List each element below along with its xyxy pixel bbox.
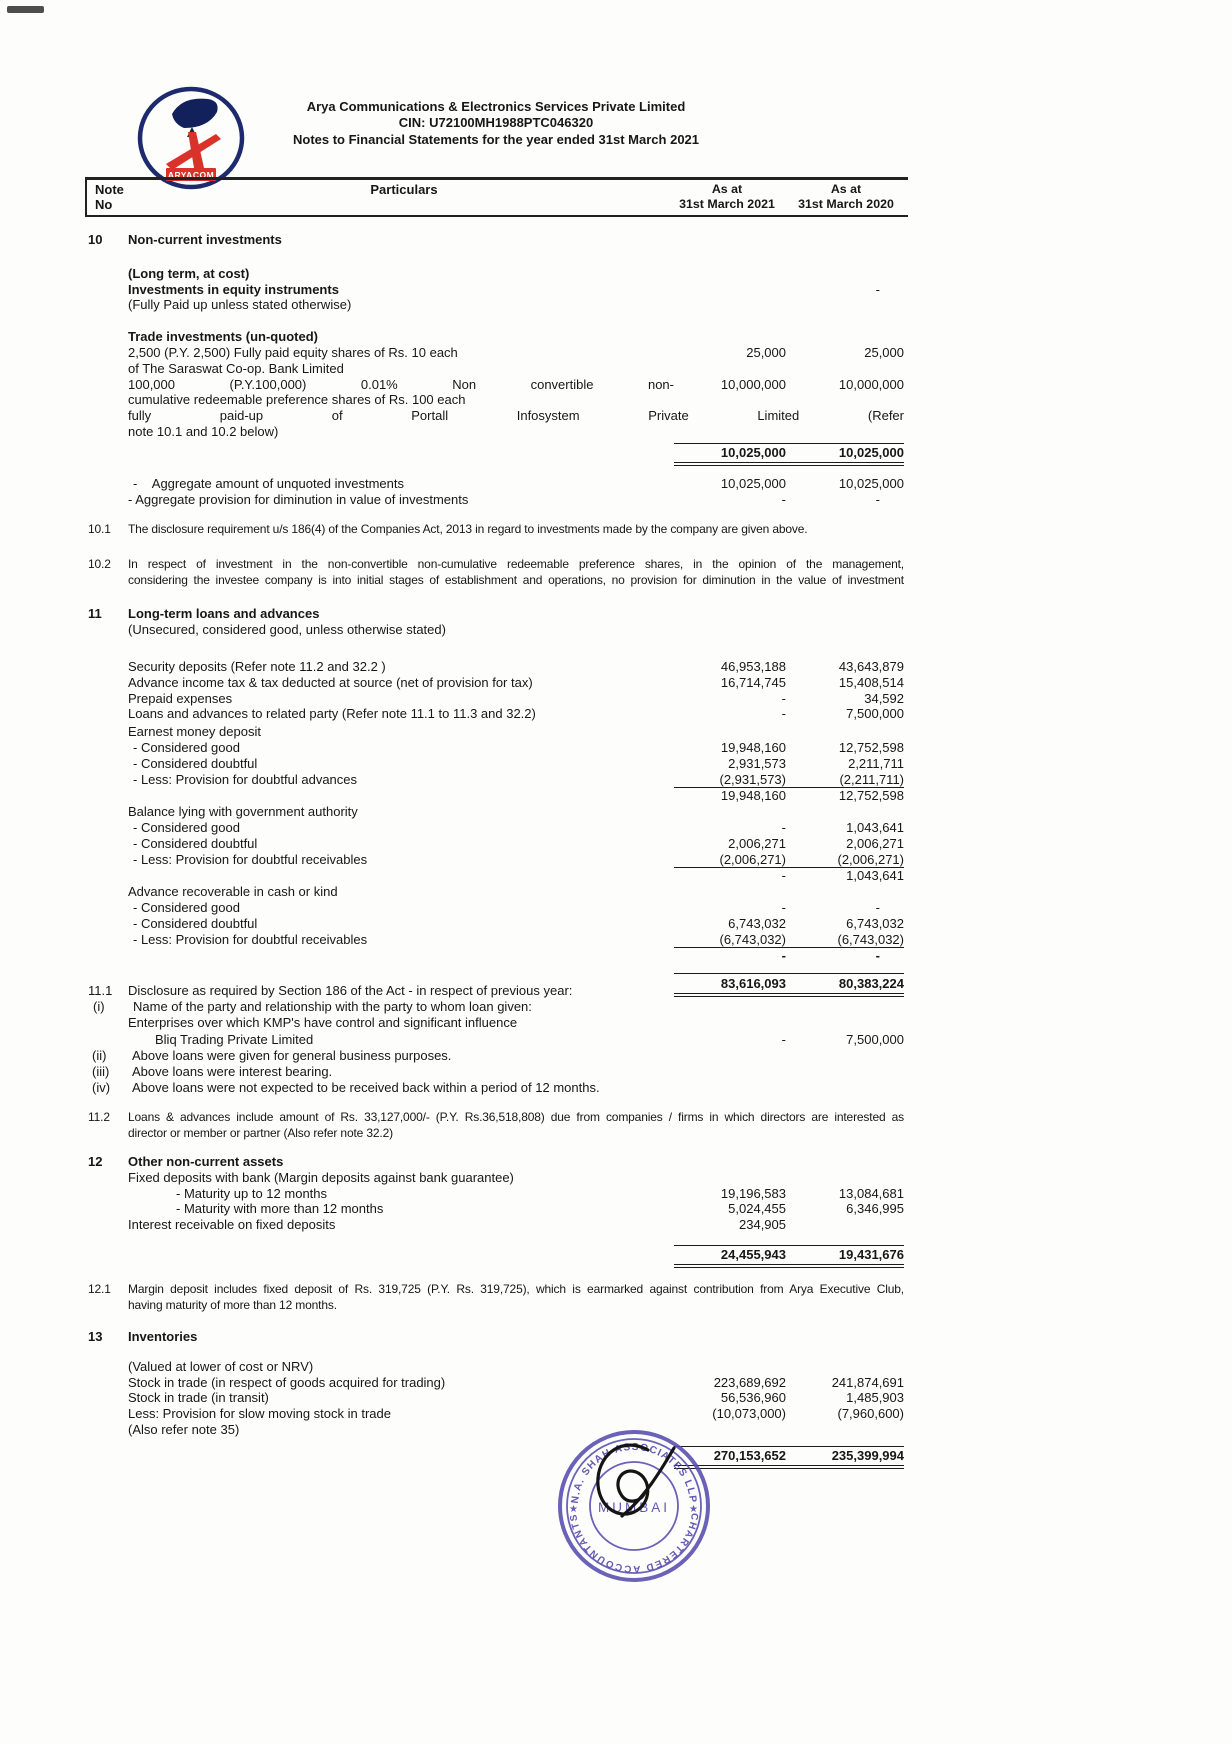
col-particulars: Particulars xyxy=(370,182,438,197)
amount-2020: 6,743,032 xyxy=(846,915,904,931)
note-number: 11.1 xyxy=(88,983,113,998)
table-row xyxy=(88,932,904,949)
amount-2021: (6,743,032) xyxy=(719,931,786,947)
col-no: No xyxy=(95,197,113,212)
note-paragraph xyxy=(88,1109,904,1141)
table-header xyxy=(85,177,908,217)
col-spacer xyxy=(138,197,670,212)
note-paragraph xyxy=(88,1281,904,1313)
total-2021: 10,025,000 xyxy=(720,445,786,461)
table-row xyxy=(88,282,904,298)
amount-2020: (6,743,032) xyxy=(837,931,904,947)
scan-artifact xyxy=(7,6,44,13)
row-values xyxy=(674,852,904,869)
row-label: 2,500 (P.Y. 2,500) Fully paid equity shares of Rs. 10 each xyxy=(128,344,458,360)
note-text-line-2: considering the investee company is into initial stages of establishment and operations, no provision for diminution in the value of investment xyxy=(128,573,904,588)
group-heading xyxy=(88,804,904,820)
row-label: 100,000 (P.Y.100,000) 0.01% Non convertible non- xyxy=(128,376,674,392)
amount-2020: 2,006,271 xyxy=(846,835,904,851)
row-values xyxy=(674,756,904,772)
amount-2020: 10,000,000 xyxy=(838,376,904,392)
table-header-row-2 xyxy=(87,197,908,212)
row-label: - Aggregate provision for diminution in value of investments xyxy=(128,492,469,508)
row-label: Advance recoverable in cash or kind xyxy=(128,884,338,900)
note-number: 10.1 xyxy=(88,522,111,536)
row-label: Advance income tax & tax deducted at source (net of provision for tax) xyxy=(128,674,533,690)
amount-2020: 1,485,903 xyxy=(846,1390,904,1406)
table-row xyxy=(88,329,904,345)
table-row xyxy=(88,756,904,772)
amount-2020: 241,874,691 xyxy=(831,1374,904,1390)
table-row xyxy=(88,408,904,424)
row-values xyxy=(674,706,904,722)
amount-2021: 19,948,160 xyxy=(720,739,786,755)
amount-2020: 6,346,995 xyxy=(846,1201,904,1217)
row-label: (Unsecured, considered good, unless otherwise stated) xyxy=(128,621,446,637)
row-label: (Valued at lower of cost or NRV) xyxy=(128,1358,314,1374)
amount-2020: - xyxy=(875,492,880,508)
amount-2020: 15,408,514 xyxy=(838,674,904,690)
amount-2020: 7,500,000 xyxy=(846,1031,904,1047)
row-values xyxy=(674,1375,904,1391)
row-label: - Aggregate amount of unquoted investments xyxy=(133,476,405,492)
note-text-line-1: In respect of investment in the non-convertible non-cumulative redeemable preference shares, in the opinion of the management, xyxy=(128,557,904,571)
row-label: - Considered good xyxy=(133,739,240,755)
subtotal-row xyxy=(88,868,904,884)
document-title: Notes to Financial Statements for the year ended 31st March 2021 xyxy=(292,131,700,147)
note-paragraph xyxy=(88,521,904,537)
note-number: 13 xyxy=(88,1329,103,1344)
row-label: Loans and advances to related party (Refer note 11.1 to 11.3 and 32.2) xyxy=(128,706,536,722)
amount-2020: 1,043,641 xyxy=(846,819,904,835)
table-row xyxy=(88,820,904,836)
note-text-line-2: director or member or partner (Also refer note 32.2) xyxy=(128,1126,393,1141)
table-row xyxy=(88,1170,904,1186)
table-row xyxy=(88,1359,904,1375)
row-label: fully paid-up of Portall Infosystem Private Limited (Refer xyxy=(128,408,904,424)
col-asat-2021: As at xyxy=(711,182,743,196)
table-row xyxy=(88,772,904,789)
note-number: 10.2 xyxy=(88,557,111,571)
table-row xyxy=(88,1422,904,1438)
list-item xyxy=(88,1015,904,1031)
row-label: (Also refer note 35) xyxy=(128,1421,240,1437)
row-label: Stock in trade (in transit) xyxy=(128,1390,269,1406)
row-values xyxy=(674,659,904,675)
table-row xyxy=(88,1032,904,1048)
note-paragraph xyxy=(88,556,904,588)
auditor-stamp xyxy=(552,1420,722,1590)
row-values xyxy=(674,282,904,298)
row-values xyxy=(674,788,904,804)
table-row xyxy=(88,1390,904,1406)
section-note-13 xyxy=(88,1329,904,1469)
amount-2021: - xyxy=(781,899,786,915)
row-label: - Less: Provision for doubtful receivables xyxy=(133,931,368,947)
list-marker: (iii) xyxy=(92,1064,110,1080)
note-text: Disclosure as required by Section 186 of the Act - in respect of previous year: xyxy=(128,983,573,998)
table-row xyxy=(88,1201,904,1217)
section-note-11 xyxy=(88,606,904,638)
amount-2020: 7,500,000 xyxy=(846,706,904,722)
col-asat-2020: As at xyxy=(830,182,862,196)
amount-2021: - xyxy=(781,1031,786,1047)
section-heading xyxy=(88,232,904,248)
note-heading xyxy=(88,983,904,999)
document-header xyxy=(246,99,746,148)
amount-2020: 43,643,879 xyxy=(838,659,904,674)
table-row xyxy=(88,266,904,282)
table-row xyxy=(88,1217,904,1233)
amount-2020: 13,084,681 xyxy=(838,1185,904,1201)
amount-2020: 25,000 xyxy=(864,344,904,360)
row-values xyxy=(674,345,904,361)
table-row xyxy=(88,836,904,852)
table-row xyxy=(88,392,904,408)
row-label: Investments in equity instruments xyxy=(128,281,339,297)
table-row xyxy=(88,1375,904,1391)
row-label: Earnest money deposit xyxy=(128,724,261,740)
amount-2021: 19,196,583 xyxy=(720,1185,786,1201)
section-heading xyxy=(88,606,904,622)
amount-2020: (2,211,711) xyxy=(839,771,904,787)
amount-2021: - xyxy=(781,819,786,835)
row-label: - Maturity up to 12 months xyxy=(176,1185,328,1201)
section-title: Other non-current assets xyxy=(128,1154,284,1169)
row-values xyxy=(674,675,904,691)
total-2020: 80,383,224 xyxy=(838,975,904,991)
subtotal-2020: - xyxy=(875,948,880,964)
section-note-10-1 xyxy=(88,521,904,537)
note-number: 11 xyxy=(88,606,102,621)
subtotal-2020: 12,752,598 xyxy=(838,788,904,804)
amount-2021: 234,905 xyxy=(739,1217,786,1233)
table-row xyxy=(88,675,904,691)
col-date-2021: 31st March 2021 xyxy=(679,197,775,211)
total-2021: 270,153,652 xyxy=(713,1448,786,1464)
company-name: Arya Communications & Electronics Services Private Limited xyxy=(306,99,686,114)
table-row xyxy=(88,852,904,869)
table-row xyxy=(88,424,904,440)
subtotal-row xyxy=(88,948,904,964)
amount-2021: 10,000,000 xyxy=(720,376,786,392)
section-title: Long-term loans and advances xyxy=(128,606,320,621)
row-label: - Considered good xyxy=(133,899,240,915)
note-number: 10 xyxy=(88,232,103,247)
row-label: - Maturity with more than 12 months xyxy=(176,1201,384,1217)
amount-2020: (2,006,271) xyxy=(837,851,904,867)
stamp-star-right: ★ xyxy=(689,1504,698,1515)
table-row xyxy=(88,622,904,638)
list-text: Above loans were interest bearing. xyxy=(132,1064,333,1080)
total-2020: 235,399,994 xyxy=(831,1448,904,1464)
list-text: Name of the party and relationship with the party to whom loan given: xyxy=(133,999,532,1015)
row-values xyxy=(674,377,904,393)
row-label: Security deposits (Refer note 11.2 and 32.2 ) xyxy=(128,659,386,674)
row-label: (Fully Paid up unless stated otherwise) xyxy=(128,297,352,313)
stamp-city: MUMBAI xyxy=(598,1500,670,1515)
amount-2020: 12,752,598 xyxy=(838,739,904,755)
section-heading xyxy=(88,1329,904,1345)
table-row xyxy=(88,345,904,361)
amount-2021: 2,931,573 xyxy=(728,755,786,771)
total-2020: 19,431,676 xyxy=(838,1247,904,1263)
total-2020: 10,025,000 xyxy=(838,445,904,461)
section-note-12-1 xyxy=(88,1281,904,1313)
logo-caption: ARYACOM xyxy=(167,170,215,180)
row-label: - Less: Provision for doubtful advances xyxy=(133,771,358,787)
list-marker: (i) xyxy=(93,999,105,1015)
table-row xyxy=(88,297,904,313)
amount-2021: (10,073,000) xyxy=(712,1406,786,1422)
table-header-row-1 xyxy=(87,182,908,197)
section-note-12 xyxy=(88,1154,904,1268)
table-row xyxy=(88,916,904,932)
row-values xyxy=(674,836,904,852)
table-row xyxy=(88,1186,904,1202)
amount-2021: - xyxy=(781,706,786,722)
section-heading xyxy=(88,1154,904,1170)
section-note-11-rows xyxy=(88,659,904,997)
row-values xyxy=(674,916,904,932)
total-values xyxy=(674,1245,904,1269)
subtotal-row xyxy=(88,788,904,804)
amount-2020: 34,592 xyxy=(864,690,904,706)
stamp-designation: CHARTERED ACCOUNTANTS xyxy=(568,1512,700,1575)
row-label: (Long term, at cost) xyxy=(128,265,250,281)
table-row xyxy=(88,377,904,393)
note-number: 12 xyxy=(88,1154,103,1169)
total-row xyxy=(88,1245,904,1269)
list-text: Above loans were given for general business purposes. xyxy=(132,1047,452,1063)
row-label: - Considered doubtful xyxy=(133,755,258,771)
table-row xyxy=(88,691,904,707)
table-row xyxy=(88,361,904,377)
table-row xyxy=(88,659,904,675)
list-marker: (iv) xyxy=(92,1080,111,1096)
amount-2021: 5,024,455 xyxy=(728,1201,786,1217)
amount-2021: 6,743,032 xyxy=(728,915,786,931)
stamp-seal-icon xyxy=(552,1420,722,1590)
amount-2020: 10,025,000 xyxy=(838,476,904,492)
section-note-11-2 xyxy=(88,1109,904,1141)
subtotal-2021: - xyxy=(781,948,786,964)
row-label: Bliq Trading Private Limited xyxy=(155,1031,314,1047)
section-title: Non-current investments xyxy=(128,232,282,247)
stamp-firm-name: N.A. SHAH ASSOCIATES LLP xyxy=(569,1441,699,1505)
list-text: Enterprises over which KMP's have control and significant influence xyxy=(128,1015,518,1031)
aryacom-logo-icon xyxy=(132,84,250,192)
row-label: - Considered doubtful xyxy=(133,835,258,851)
row-values xyxy=(674,772,904,789)
col-note: Note xyxy=(95,182,124,197)
row-label: Prepaid expenses xyxy=(128,690,233,706)
amount-2021: 10,025,000 xyxy=(720,476,786,492)
table-row xyxy=(88,900,904,916)
table-row xyxy=(88,492,904,508)
note-text-line-1: Margin deposit includes fixed deposit of Rs. 319,725 (P.Y. Rs. 319,725), which is earmarked against contribution from Arya Executive Club, xyxy=(128,1282,904,1296)
note-text-line-1: Loans & advances include amount of Rs. 33,127,000/- (P.Y. Rs.36,518,808) due from companies / firms in which directors are interested as xyxy=(128,1110,904,1124)
row-values xyxy=(674,948,904,964)
amount-2021: 223,689,692 xyxy=(713,1374,786,1390)
row-label: Stock in trade (in respect of goods acquired for trading) xyxy=(128,1374,446,1390)
amount-2020: - xyxy=(875,281,880,297)
total-2021: 24,455,943 xyxy=(720,1247,786,1263)
list-marker: (ii) xyxy=(92,1047,107,1063)
list-text: Above loans were not expected to be received back within a period of 12 months. xyxy=(132,1080,600,1096)
note-number: 12.1 xyxy=(88,1282,111,1296)
amount-2021: 16,714,745 xyxy=(720,674,786,690)
row-values xyxy=(674,1201,904,1217)
row-values xyxy=(674,868,904,884)
row-values xyxy=(674,1217,904,1233)
row-values xyxy=(674,932,904,949)
group-heading xyxy=(88,724,904,740)
row-values xyxy=(674,1390,904,1406)
amount-2021: (2,006,271) xyxy=(719,851,786,867)
amount-2021: 25,000 xyxy=(746,344,786,360)
row-values xyxy=(674,476,904,492)
group-heading xyxy=(88,884,904,900)
note-text: The disclosure requirement u/s 186(4) of the Companies Act, 2013 in regard to investments made by the company are given above. xyxy=(128,522,808,536)
row-label: of The Saraswat Co-op. Bank Limited xyxy=(128,360,344,376)
row-label: - Considered doubtful xyxy=(133,915,258,931)
list-item xyxy=(88,1080,904,1096)
list-item xyxy=(88,999,904,1015)
row-label: Balance lying with government authority xyxy=(128,804,358,820)
amount-2021: - xyxy=(781,492,786,508)
row-values xyxy=(674,820,904,836)
list-item xyxy=(88,1064,904,1080)
amount-2020: 2,211,711 xyxy=(848,755,904,771)
note-text-line-2: having maturity of more than 12 months. xyxy=(128,1298,337,1313)
company-cin: CIN: U72100MH1988PTC046320 xyxy=(398,115,594,131)
subtotal-2021: - xyxy=(781,868,786,884)
row-label: - Less: Provision for doubtful receivables xyxy=(133,851,368,867)
amount-2020: - xyxy=(875,899,880,915)
row-label: cumulative redeemable preference shares of Rs. 100 each xyxy=(128,392,466,408)
row-values xyxy=(674,1032,904,1048)
table-row xyxy=(88,706,904,722)
amount-2021: (2,931,573) xyxy=(719,771,786,787)
row-values xyxy=(674,691,904,707)
col-date-2020: 31st March 2020 xyxy=(798,197,894,211)
amount-2021: 56,536,960 xyxy=(720,1390,786,1406)
company-logo xyxy=(132,84,250,192)
amount-2021: 2,006,271 xyxy=(728,835,786,851)
table-row xyxy=(88,1406,904,1422)
row-label: Fixed deposits with bank (Margin deposits against bank guarantee) xyxy=(128,1169,514,1185)
subtotal-2021: 19,948,160 xyxy=(720,788,786,804)
amount-2020: (7,960,600) xyxy=(837,1406,904,1422)
row-values xyxy=(674,492,904,508)
amount-2021: - xyxy=(781,690,786,706)
row-values xyxy=(674,1186,904,1202)
row-label: - Considered good xyxy=(133,819,240,835)
list-item xyxy=(88,1048,904,1064)
total-row xyxy=(88,443,904,467)
row-label: Interest receivable on fixed deposits xyxy=(128,1217,336,1233)
note-number: 11.2 xyxy=(88,1110,110,1124)
row-label: note 10.1 and 10.2 below) xyxy=(128,423,279,439)
section-note-11-1 xyxy=(88,983,904,1096)
row-values xyxy=(674,900,904,916)
table-row xyxy=(88,476,904,492)
subtotal-2020: 1,043,641 xyxy=(846,868,904,884)
section-note-10 xyxy=(88,232,904,508)
row-label: Less: Provision for slow moving stock in trade xyxy=(128,1406,391,1422)
section-note-10-2 xyxy=(88,556,904,588)
total-2021: 83,616,093 xyxy=(720,975,786,991)
row-values xyxy=(674,740,904,756)
total-row xyxy=(88,1446,904,1470)
total-values xyxy=(674,443,904,467)
row-label: Trade investments (un-quoted) xyxy=(128,329,318,345)
amount-2021: 46,953,188 xyxy=(720,659,786,674)
section-title: Inventories xyxy=(128,1329,198,1344)
table-row xyxy=(88,740,904,756)
stamp-star-left: ★ xyxy=(569,1504,578,1515)
